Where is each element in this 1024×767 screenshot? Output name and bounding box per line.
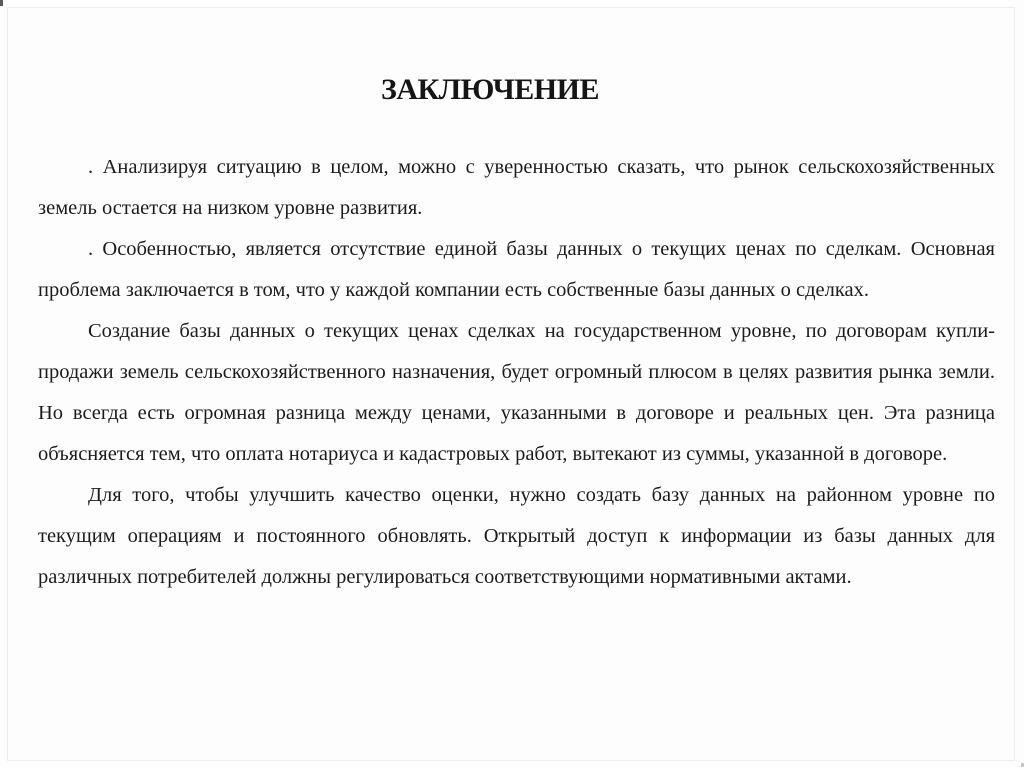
paragraph-1: . Анализируя ситуацию в целом, можно с уверенностью сказать, что рынок сельскохозяйственных земель остается на низком уровне развития. — [38, 156, 995, 219]
paragraph-2: . Особенностью, является отсутствие единой базы данных о текущих ценах по сделкам. Основная проблема заключается в том, что у каждой компании есть собственные базы данных о сделках. — [38, 238, 995, 301]
slide-body — [0, 147, 1024, 598]
paragraph-3: Создание базы данных о текущих ценах сделках на государственном уровне, по договорам купли-продажи земель сельскохозяйственного назначения, будет огромный плюсом в целях развития рынка земли. Но всегда есть огромная разница между ценами, указанными в договоре и реальных цен. Эта разница объясняется тем, что оплата нотариуса и кадастровых работ, вытекают из суммы, указанной в договоре. — [38, 320, 995, 465]
slide-title: ЗАКЛЮЧЕНИЕ — [381, 73, 599, 107]
top-left-corner-mark — [0, 0, 3, 6]
paragraph-4: Для того, чтобы улучшить качество оценки, нужно создать базу данных на районном уровне по текущим операциям и постоянного обновлять. Открытый доступ к информации из базы данных для различных потребителей должны регулироваться соответствующими нормативными актами. — [38, 484, 995, 588]
